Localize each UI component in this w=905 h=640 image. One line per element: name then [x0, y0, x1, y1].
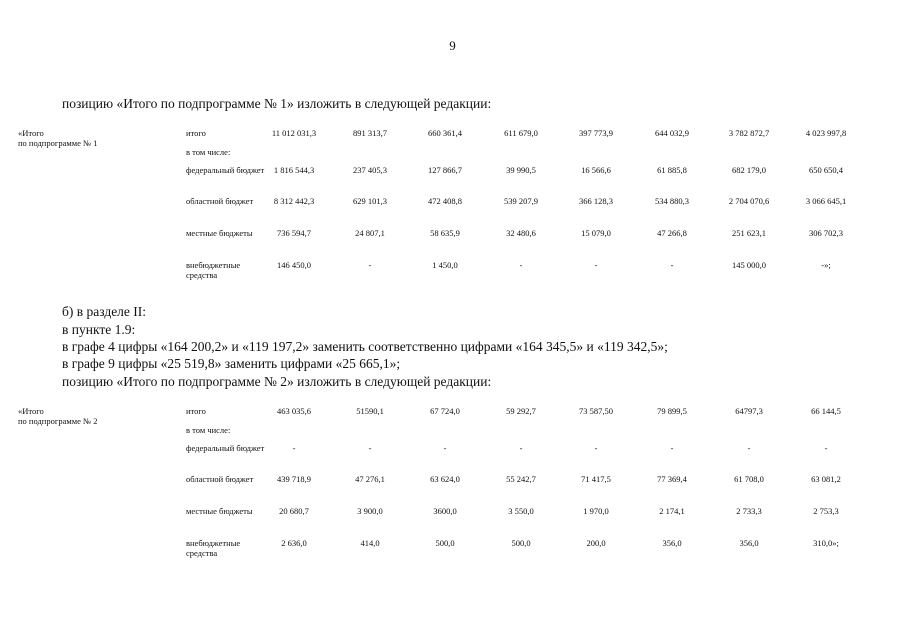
table-title-line: «Итого: [18, 406, 44, 416]
row-label: местные бюджеты: [186, 506, 253, 516]
row-label: итого: [186, 406, 206, 416]
table-cell: 500,0: [435, 538, 455, 548]
table-title-line: по подпрограмме № 2: [18, 416, 98, 426]
table-cell: -: [519, 260, 523, 270]
table-cell: 24 807,1: [355, 228, 385, 238]
row-label: итого: [186, 128, 206, 138]
table-cell: -: [747, 443, 751, 453]
table-cell: 1 816 544,3: [273, 165, 315, 175]
row-label: в том числе:: [186, 147, 231, 157]
table-cell: 534 880,3: [655, 196, 689, 206]
page-number: 9: [449, 38, 456, 53]
table-cell: 63 624,0: [430, 474, 460, 484]
table-cell: 644 032,9: [655, 128, 689, 138]
table-cell: -: [368, 260, 372, 270]
column-4-instruction: в графе 4 цифры «164 200,2» и «119 197,2» заменить соответственно цифрами «164 345,5» и «119 342,5»;: [62, 339, 668, 354]
table-cell: 20 680,7: [279, 506, 309, 516]
table-cell: -: [594, 260, 598, 270]
table-cell: 629 101,3: [353, 196, 387, 206]
intro-paragraph-2: позицию «Итого по подпрограмме № 2» изложить в следующей редакции:: [62, 374, 492, 389]
table-cell: 32 480,6: [506, 228, 536, 238]
table-cell: 3 900,0: [357, 506, 383, 516]
row-label: федеральный бюджет: [186, 165, 265, 175]
table-cell: 146 450,0: [277, 260, 311, 270]
table-cell: 51590,1: [356, 406, 384, 416]
table-cell: 3600,0: [433, 506, 457, 516]
table-cell: 79 899,5: [657, 406, 687, 416]
point-1-9: в пункте 1.9:: [62, 322, 136, 337]
column-9-instruction: в графе 9 цифры «25 519,8» заменить цифрами «25 665,1»;: [62, 356, 401, 371]
table-cell: 15 079,0: [581, 228, 611, 238]
table-cell: 4 023 997,8: [805, 128, 847, 138]
table-cell: 64797,3: [735, 406, 763, 416]
row-label: областной бюджет: [186, 474, 254, 484]
table-cell: 200,0: [586, 538, 606, 548]
table-cell: 463 035,6: [277, 406, 311, 416]
table-cell: 356,0: [739, 538, 759, 548]
table-cell: 47 266,8: [657, 228, 687, 238]
table-cell: 55 242,7: [506, 474, 536, 484]
table-cell: -: [443, 443, 447, 453]
table-cell: 539 207,9: [504, 196, 538, 206]
table-title: [18, 406, 168, 426]
row-label: внебюджетные средства: [186, 538, 241, 558]
table-cell: 356,0: [662, 538, 682, 548]
table-cell: 66 144,5: [811, 406, 841, 416]
table-cell: 58 635,9: [430, 228, 460, 238]
table-cell: -: [824, 443, 828, 453]
table-cell: 306 702,3: [809, 228, 843, 238]
table-cell: 61 885,8: [657, 165, 687, 175]
table-cell: 891 313,7: [353, 128, 387, 138]
row-label: федеральный бюджет: [186, 443, 265, 453]
table-cell: 127 866,7: [428, 165, 462, 175]
table-cell: 2 174,1: [659, 506, 685, 516]
table-cell: -: [670, 443, 674, 453]
table-cell: 736 594,7: [277, 228, 311, 238]
table-cell: 650 650,4: [809, 165, 843, 175]
table-cell: 611 679,0: [504, 128, 538, 138]
table-cell: -: [594, 443, 598, 453]
section-b-heading: б) в разделе II:: [62, 304, 147, 319]
table-cell: -»;: [821, 260, 831, 270]
table-cell: 251 623,1: [732, 228, 766, 238]
table-title-line: «Итого: [18, 128, 44, 138]
row-label: внебюджетные средства: [186, 260, 241, 280]
table-cell: 2 636,0: [281, 538, 307, 548]
table-cell: 2 733,3: [736, 506, 762, 516]
table-title: [18, 128, 168, 148]
row-label: в том числе:: [186, 425, 231, 435]
row-label: местные бюджеты: [186, 228, 253, 238]
table-cell: -: [519, 443, 523, 453]
table-cell: 397 773,9: [579, 128, 613, 138]
table-cell: 3 782 872,7: [728, 128, 770, 138]
table-cell: 1 970,0: [583, 506, 609, 516]
table-cell: 439 718,9: [277, 474, 311, 484]
intro-paragraph-1: позицию «Итого по подпрограмме № 1» изложить в следующей редакции:: [62, 96, 492, 111]
table-cell: 77 369,4: [657, 474, 687, 484]
table-title-line: по подпрограмме № 1: [18, 138, 98, 148]
table-cell: 414,0: [360, 538, 380, 548]
table-cell: -: [670, 260, 674, 270]
table-cell: 59 292,7: [506, 406, 536, 416]
table-cell: -: [292, 443, 296, 453]
table-cell: 472 408,8: [428, 196, 462, 206]
table-cell: 2 753,3: [813, 506, 839, 516]
table-cell: 61 708,0: [734, 474, 764, 484]
table-cell: 682 179,0: [732, 165, 766, 175]
table-cell: -: [368, 443, 372, 453]
table-cell: 8 312 442,3: [273, 196, 315, 206]
table-cell: 39 990,5: [506, 165, 536, 175]
table-cell: 310,0»;: [813, 538, 839, 548]
table-cell: 3 066 645,1: [805, 196, 847, 206]
table-cell: 67 724,0: [430, 406, 460, 416]
table-cell: 47 276,1: [355, 474, 385, 484]
table-cell: 366 128,3: [579, 196, 613, 206]
table-cell: 2 704 070,6: [728, 196, 770, 206]
table-cell: 500,0: [511, 538, 531, 548]
table-cell: 145 000,0: [732, 260, 766, 270]
table-cell: 3 550,0: [508, 506, 534, 516]
table-cell: 1 450,0: [432, 260, 458, 270]
table-cell: 71 417,5: [581, 474, 611, 484]
table-cell: 237 405,3: [353, 165, 387, 175]
table-cell: 11 012 031,3: [271, 128, 317, 138]
row-label: областной бюджет: [186, 196, 254, 206]
table-cell: 73 587,50: [579, 406, 613, 416]
table-cell: 63 081,2: [811, 474, 841, 484]
table-cell: 660 361,4: [428, 128, 462, 138]
table-cell: 16 566,6: [581, 165, 611, 175]
